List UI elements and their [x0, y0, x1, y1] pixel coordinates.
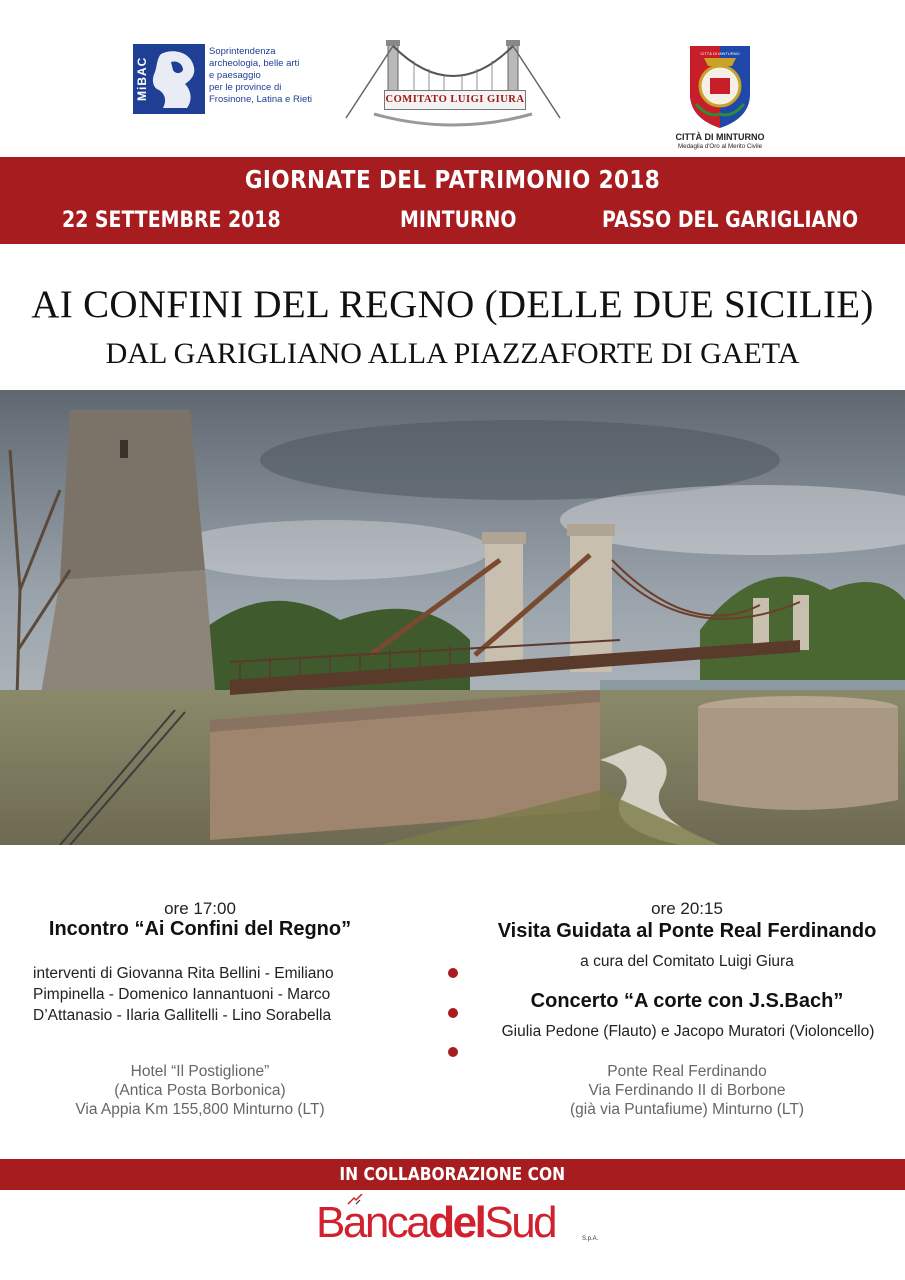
right-event-venue: Ponte Real Ferdinando Via Ferdinando II di Borbone (già via Puntafiume) Minturno (LT) [569, 1063, 805, 1118]
mibac-logo [133, 44, 323, 116]
minturno-name: CITTÀ DI MINTURNO [675, 132, 765, 142]
mibac-text: Soprintendenza archeologia, belle arti e paesaggio per le province di Frosinone, Latina e Rieti [209, 46, 312, 105]
crest-icon [668, 44, 772, 130]
banner-place: PASSO DEL GARIGLIANO [602, 208, 859, 233]
sponsor-name: BancadelSud [316, 1198, 556, 1247]
concert-performers: Giulia Pedone (Flauto) e Jacopo Muratori (Violoncello) [501, 1023, 875, 1040]
banner-date: 22 SETTEMBRE 2018 [62, 208, 281, 233]
mibac-acronym: MiBAC [135, 56, 149, 102]
concert-title: Concerto “A corte con J.S.Bach” [530, 990, 844, 1012]
crest-motto: CITTÀ DI MINTURNO [700, 51, 740, 56]
right-event-title: Visita Guidata al Ponte Real Ferdinando [497, 920, 877, 942]
minturno-subtitle: Medaglia d'Oro al Merito Civile [677, 143, 763, 150]
bullet-dot [448, 1047, 458, 1057]
left-event-title: Incontro “Ai Confini del Regno” [48, 918, 352, 940]
collaboration-banner [0, 1159, 905, 1190]
left-event-time: ore 17:00 [164, 899, 236, 918]
comitato-name: COMITATO LUIGI GIURA [384, 90, 526, 110]
bridge-photo [0, 390, 905, 845]
event-banner [0, 157, 905, 244]
left-event-speakers: interventi di Giovanna Rita Bellini - Emiliano Pimpinella - Domenico Iannantuoni - Marco D’Attanasio - Ilaria Gallitelli - Lino Sorabella [33, 965, 334, 1024]
sub-title: DAL GARIGLIANO ALLA PIAZZAFORTE DI GAETA [105, 337, 800, 370]
right-event-curator: a cura del Comitato Luigi Giura [580, 953, 794, 970]
collaboration-label: IN COLLABORAZIONE CON [339, 1164, 566, 1185]
right-event-time: ore 20:15 [651, 899, 723, 918]
banner-city: MINTURNO [400, 208, 517, 233]
bullet-dot [448, 1008, 458, 1018]
left-event-venue: Hotel “Il Postiglione” (Antica Posta Borbonica) Via Appia Km 155,800 Minturno (LT) [75, 1063, 325, 1118]
main-title: AI CONFINI DEL REGNO (DELLE DUE SICILIE) [31, 283, 874, 326]
comitato-logo [344, 36, 562, 132]
bridge-icon [344, 36, 562, 132]
banner-title: GIORNATE DEL PATRIMONIO 2018 [244, 165, 661, 194]
bullet-dot [448, 968, 458, 978]
sponsor-suffix: S.p.A. [582, 1236, 599, 1242]
minturno-logo [668, 44, 772, 156]
banca-del-sud-logo [316, 1198, 616, 1254]
